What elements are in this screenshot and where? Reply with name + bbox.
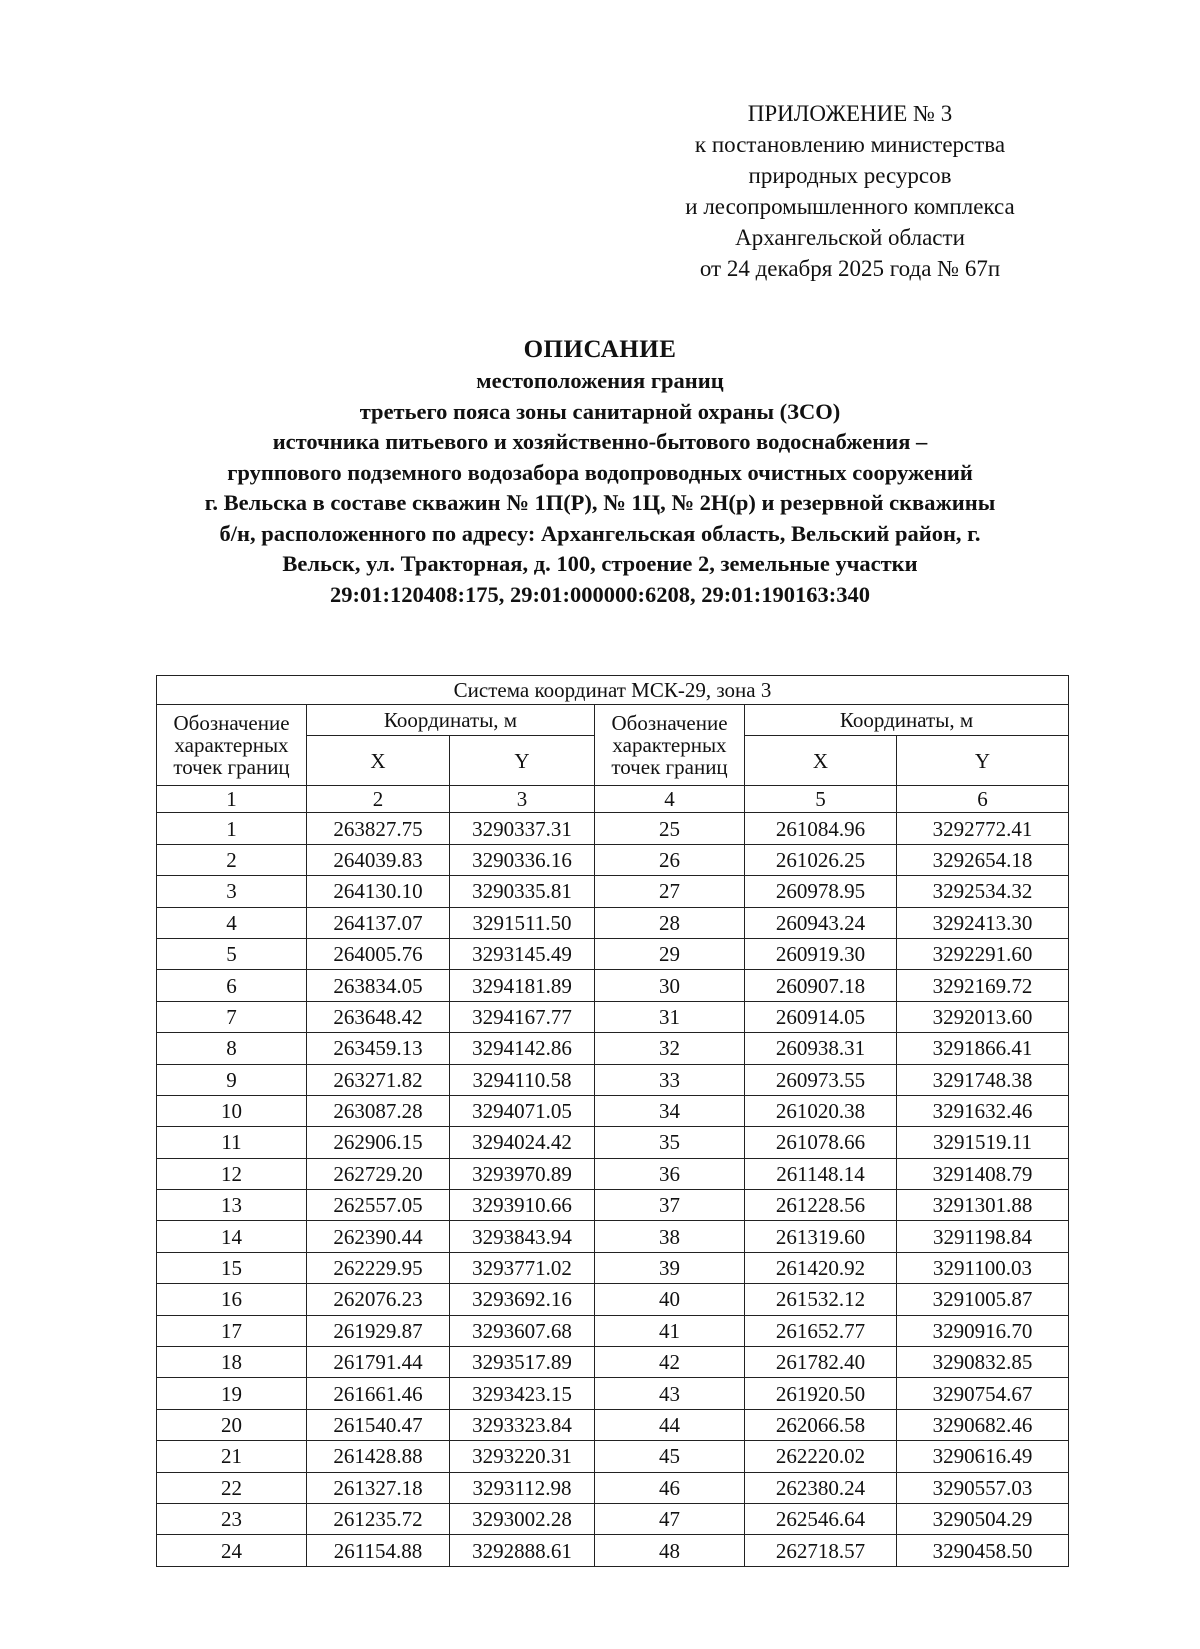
table-row xyxy=(157,844,1069,875)
y-value-left: 3293970.89 xyxy=(450,1158,595,1189)
column-number: 1 xyxy=(157,786,307,813)
x-value-right: 261078.66 xyxy=(745,1127,897,1158)
point-id-right: 41 xyxy=(595,1315,745,1346)
x-value-right: 261020.38 xyxy=(745,1095,897,1126)
point-id-right: 25 xyxy=(595,813,745,844)
title-line: г. Вельска в составе скважин № 1П(Р), № 1Ц, № 2Н(р) и резервной скважины xyxy=(204,490,996,515)
y-value-left: 3293002.28 xyxy=(450,1503,595,1534)
y-value-right: 3292291.60 xyxy=(897,938,1069,969)
x-value-left: 263834.05 xyxy=(307,970,450,1001)
point-id-right: 31 xyxy=(595,1001,745,1032)
coordinate-system-cell: Система координат МСК-29, зона 3 xyxy=(157,676,1069,705)
y-value-left: 3293517.89 xyxy=(450,1347,595,1378)
table-body xyxy=(157,813,1069,1566)
point-id-left: 8 xyxy=(157,1033,307,1064)
point-id-left: 10 xyxy=(157,1095,307,1126)
table-row xyxy=(157,1535,1069,1566)
table-row xyxy=(157,1284,1069,1315)
table-system-row xyxy=(157,676,1069,705)
x-header-right: X xyxy=(745,736,897,786)
y-value-left: 3294167.77 xyxy=(450,1001,595,1032)
point-id-left: 4 xyxy=(157,907,307,938)
table-row xyxy=(157,970,1069,1001)
x-value-left: 263087.28 xyxy=(307,1095,450,1126)
x-value-right: 262066.58 xyxy=(745,1409,897,1440)
x-value-right: 260914.05 xyxy=(745,1001,897,1032)
y-value-right: 3290916.70 xyxy=(897,1315,1069,1346)
column-number: 2 xyxy=(307,786,450,813)
y-value-left: 3293323.84 xyxy=(450,1409,595,1440)
point-id-right: 44 xyxy=(595,1409,745,1440)
point-id-right: 47 xyxy=(595,1503,745,1534)
x-value-right: 262546.64 xyxy=(745,1503,897,1534)
table-row xyxy=(157,1190,1069,1221)
y-value-left: 3293423.15 xyxy=(450,1378,595,1409)
point-id-left: 11 xyxy=(157,1127,307,1158)
y-value-left: 3290337.31 xyxy=(450,813,595,844)
x-value-right: 261532.12 xyxy=(745,1284,897,1315)
y-value-right: 3292654.18 xyxy=(897,844,1069,875)
x-value-right: 260938.31 xyxy=(745,1033,897,1064)
table-row xyxy=(157,1033,1069,1064)
title-line: 29:01:120408:175, 29:01:000000:6208, 29:01:190163:340 xyxy=(330,581,870,607)
point-id-right: 36 xyxy=(595,1158,745,1189)
x-value-left: 261154.88 xyxy=(307,1535,450,1566)
point-id-left: 14 xyxy=(157,1221,307,1252)
point-id-right: 34 xyxy=(595,1095,745,1126)
table-row xyxy=(157,938,1069,969)
x-value-left: 262557.05 xyxy=(307,1190,450,1221)
x-value-right: 261319.60 xyxy=(745,1221,897,1252)
title-line: третьего пояса зоны санитарной охраны (ЗСО) xyxy=(359,398,841,424)
y-value-left: 3293771.02 xyxy=(450,1252,595,1283)
point-id-left: 16 xyxy=(157,1284,307,1315)
y-value-left: 3294071.05 xyxy=(450,1095,595,1126)
y-value-right: 3290754.67 xyxy=(897,1378,1069,1409)
x-header-left: X xyxy=(307,736,450,786)
x-value-left: 261929.87 xyxy=(307,1315,450,1346)
y-value-left: 3293112.98 xyxy=(450,1472,595,1503)
x-value-right: 260973.55 xyxy=(745,1064,897,1095)
point-id-left: 2 xyxy=(157,844,307,875)
x-value-left: 262229.95 xyxy=(307,1252,450,1283)
y-value-right: 3291100.03 xyxy=(897,1252,1069,1283)
x-value-left: 264005.76 xyxy=(307,938,450,969)
point-id-right: 35 xyxy=(595,1127,745,1158)
point-id-left: 17 xyxy=(157,1315,307,1346)
x-value-right: 261920.50 xyxy=(745,1378,897,1409)
y-header-right: Y xyxy=(897,736,1069,786)
point-id-right: 45 xyxy=(595,1441,745,1472)
title-line: Вельск, ул. Тракторная, д. 100, строение 2, земельные участки xyxy=(282,551,918,576)
y-value-left: 3294181.89 xyxy=(450,970,595,1001)
x-value-right: 261420.92 xyxy=(745,1252,897,1283)
point-id-left: 5 xyxy=(157,938,307,969)
x-value-left: 264039.83 xyxy=(307,844,450,875)
y-value-left: 3290336.16 xyxy=(450,844,595,875)
appendix-date: от 24 декабря 2025 года № 67п xyxy=(699,256,1001,281)
table-row xyxy=(157,1441,1069,1472)
point-id-left: 20 xyxy=(157,1409,307,1440)
x-value-right: 261652.77 xyxy=(745,1315,897,1346)
y-value-right: 3290458.50 xyxy=(897,1535,1069,1566)
x-value-right: 261148.14 xyxy=(745,1158,897,1189)
point-id-left: 24 xyxy=(157,1535,307,1566)
column-number: 6 xyxy=(897,786,1069,813)
point-id-left: 1 xyxy=(157,813,307,844)
point-header-right: Обозначение характерных точек границ xyxy=(595,705,745,786)
appendix-line: природных ресурсов xyxy=(748,163,952,188)
appendix-number: ПРИЛОЖЕНИЕ № 3 xyxy=(747,101,953,126)
point-id-right: 27 xyxy=(595,876,745,907)
appendix-header xyxy=(640,98,1060,284)
y-value-left: 3292888.61 xyxy=(450,1535,595,1566)
table-row xyxy=(157,1409,1069,1440)
point-id-left: 18 xyxy=(157,1347,307,1378)
title-line: группового подземного водозабора водопроводных очистных сооружений xyxy=(227,459,973,485)
y-value-right: 3290557.03 xyxy=(897,1472,1069,1503)
point-id-right: 43 xyxy=(595,1378,745,1409)
y-value-left: 3294024.42 xyxy=(450,1127,595,1158)
point-id-right: 26 xyxy=(595,844,745,875)
x-value-left: 261327.18 xyxy=(307,1472,450,1503)
point-id-left: 12 xyxy=(157,1158,307,1189)
point-id-right: 37 xyxy=(595,1190,745,1221)
table-row xyxy=(157,1378,1069,1409)
x-value-right: 261084.96 xyxy=(745,813,897,844)
point-id-right: 29 xyxy=(595,938,745,969)
x-value-right: 260919.30 xyxy=(745,938,897,969)
x-value-right: 262380.24 xyxy=(745,1472,897,1503)
y-value-left: 3294110.58 xyxy=(450,1064,595,1095)
point-id-right: 38 xyxy=(595,1221,745,1252)
document-title xyxy=(100,333,1100,610)
table-row xyxy=(157,1472,1069,1503)
title-line: б/н, расположенного по адресу: Архангельская область, Вельский район, г. xyxy=(219,520,981,546)
coords-header-left: Координаты, м xyxy=(307,705,595,736)
x-value-left: 262906.15 xyxy=(307,1127,450,1158)
table-row xyxy=(157,1158,1069,1189)
x-value-left: 263459.13 xyxy=(307,1033,450,1064)
point-id-right: 28 xyxy=(595,907,745,938)
column-number: 4 xyxy=(595,786,745,813)
point-id-right: 39 xyxy=(595,1252,745,1283)
table-header-row xyxy=(157,705,1069,736)
x-value-right: 260978.95 xyxy=(745,876,897,907)
y-value-right: 3291519.11 xyxy=(897,1127,1069,1158)
x-value-left: 261540.47 xyxy=(307,1409,450,1440)
point-id-right: 33 xyxy=(595,1064,745,1095)
x-value-left: 261661.46 xyxy=(307,1378,450,1409)
y-value-left: 3293145.49 xyxy=(450,938,595,969)
y-value-right: 3291748.38 xyxy=(897,1064,1069,1095)
point-id-right: 48 xyxy=(595,1535,745,1566)
y-header-left: Y xyxy=(450,736,595,786)
x-value-left: 263827.75 xyxy=(307,813,450,844)
table-row xyxy=(157,1095,1069,1126)
table-row xyxy=(157,1064,1069,1095)
y-value-right: 3292169.72 xyxy=(897,970,1069,1001)
x-value-right: 262718.57 xyxy=(745,1535,897,1566)
y-value-right: 3292013.60 xyxy=(897,1001,1069,1032)
table-row xyxy=(157,1221,1069,1252)
point-id-left: 13 xyxy=(157,1190,307,1221)
table-row xyxy=(157,1315,1069,1346)
appendix-line: Архангельской области xyxy=(735,225,965,250)
point-id-left: 15 xyxy=(157,1252,307,1283)
coordinates-table xyxy=(156,675,1069,1567)
x-value-right: 260943.24 xyxy=(745,907,897,938)
x-value-left: 264137.07 xyxy=(307,907,450,938)
point-id-left: 9 xyxy=(157,1064,307,1095)
appendix-line: к постановлению министерства xyxy=(694,132,1006,157)
x-value-left: 262076.23 xyxy=(307,1284,450,1315)
x-value-left: 264130.10 xyxy=(307,876,450,907)
title-line: местоположения границ xyxy=(476,368,724,393)
y-value-left: 3293692.16 xyxy=(450,1284,595,1315)
y-value-right: 3292534.32 xyxy=(897,876,1069,907)
x-value-left: 261791.44 xyxy=(307,1347,450,1378)
y-value-right: 3292772.41 xyxy=(897,813,1069,844)
title-line: источника питьевого и хозяйственно-бытового водоснабжения – xyxy=(272,429,928,454)
y-value-right: 3291866.41 xyxy=(897,1033,1069,1064)
x-value-right: 261026.25 xyxy=(745,844,897,875)
point-id-left: 19 xyxy=(157,1378,307,1409)
point-id-left: 22 xyxy=(157,1472,307,1503)
y-value-right: 3292413.30 xyxy=(897,907,1069,938)
table-row xyxy=(157,1347,1069,1378)
y-value-left: 3293843.94 xyxy=(450,1221,595,1252)
x-value-right: 261228.56 xyxy=(745,1190,897,1221)
table-row xyxy=(157,1001,1069,1032)
y-value-right: 3290616.49 xyxy=(897,1441,1069,1472)
table-row xyxy=(157,1503,1069,1534)
x-value-left: 261235.72 xyxy=(307,1503,450,1534)
point-id-left: 7 xyxy=(157,1001,307,1032)
y-value-right: 3290832.85 xyxy=(897,1347,1069,1378)
x-value-left: 262729.20 xyxy=(307,1158,450,1189)
x-value-left: 263271.82 xyxy=(307,1064,450,1095)
point-id-left: 21 xyxy=(157,1441,307,1472)
appendix-line: и лесопромышленного комплекса xyxy=(685,194,1015,219)
point-header-left: Обозначение характерных точек границ xyxy=(157,705,307,786)
y-value-right: 3291301.88 xyxy=(897,1190,1069,1221)
y-value-right: 3290504.29 xyxy=(897,1503,1069,1534)
y-value-right: 3291005.87 xyxy=(897,1284,1069,1315)
title-main: ОПИСАНИЕ xyxy=(523,336,677,363)
x-value-right: 261782.40 xyxy=(745,1347,897,1378)
point-id-right: 40 xyxy=(595,1284,745,1315)
x-value-right: 260907.18 xyxy=(745,970,897,1001)
y-value-right: 3291198.84 xyxy=(897,1221,1069,1252)
x-value-left: 262390.44 xyxy=(307,1221,450,1252)
point-id-left: 3 xyxy=(157,876,307,907)
table-row xyxy=(157,813,1069,844)
x-value-left: 261428.88 xyxy=(307,1441,450,1472)
y-value-right: 3291632.46 xyxy=(897,1095,1069,1126)
y-value-left: 3293910.66 xyxy=(450,1190,595,1221)
point-id-right: 46 xyxy=(595,1472,745,1503)
table-row xyxy=(157,1127,1069,1158)
column-number: 5 xyxy=(745,786,897,813)
y-value-left: 3293220.31 xyxy=(450,1441,595,1472)
column-number-row xyxy=(157,786,1069,813)
point-id-left: 6 xyxy=(157,970,307,1001)
point-id-right: 32 xyxy=(595,1033,745,1064)
coords-header-right: Координаты, м xyxy=(745,705,1069,736)
x-value-left: 263648.42 xyxy=(307,1001,450,1032)
x-value-right: 262220.02 xyxy=(745,1441,897,1472)
y-value-right: 3290682.46 xyxy=(897,1409,1069,1440)
table-row xyxy=(157,1252,1069,1283)
point-id-left: 23 xyxy=(157,1503,307,1534)
table-row xyxy=(157,876,1069,907)
y-value-left: 3293607.68 xyxy=(450,1315,595,1346)
column-number: 3 xyxy=(450,786,595,813)
point-id-right: 42 xyxy=(595,1347,745,1378)
y-value-left: 3294142.86 xyxy=(450,1033,595,1064)
table-row xyxy=(157,907,1069,938)
y-value-left: 3291511.50 xyxy=(450,907,595,938)
y-value-right: 3291408.79 xyxy=(897,1158,1069,1189)
y-value-left: 3290335.81 xyxy=(450,876,595,907)
point-id-right: 30 xyxy=(595,970,745,1001)
